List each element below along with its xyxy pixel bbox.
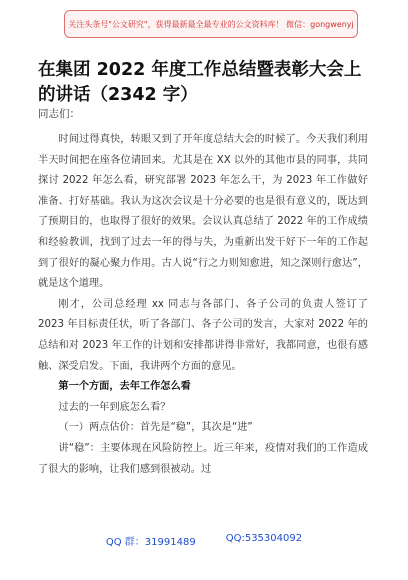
footer <box>0 533 408 548</box>
promo-banner <box>64 10 358 38</box>
qq-text: QQ:535304092 <box>225 533 303 544</box>
paragraph: 刚才，公司总经理 xx 同志与各部门、各子公司的负责人签订了 2023 年目标责任状，听了各部门、各子公司的发言，大家对 2022 年的总结和对 2023 年工作的计划和安排都讲得非常好，我都同意，也很有感触、深受启发。下面，我讲两个方面的意见。 <box>38 298 368 372</box>
question-line: 过去的一年到底怎么看？ <box>58 401 171 413</box>
salutation: 同志们： <box>38 108 80 120</box>
document-title: 在集团 2022 年度工作总结暨表彰大会上的讲话（2342 字） <box>38 60 362 105</box>
document-body <box>38 130 368 480</box>
section-heading: 第一个方面，去年工作怎么看 <box>58 381 191 393</box>
promo-banner-text: 关注头条号"公文研究"，获得最新最全最专业的公文资料库！ 微信：gongwenyj <box>68 19 354 29</box>
paragraph: 讲“稳”：主要体现在风险防控上。近三年来，疫情对我们的工作造成了很大的影响，让我们感到很被动。过 <box>38 442 368 475</box>
qq-group-text: QQ 群：31991489 <box>105 537 196 548</box>
paragraph: 时间过得真快，转眼又到了开年度总结大会的时候了。今天我们利用半天时间把在座各位请回来。尤其是在 XX 以外的其他市县的同事，共同探讨 2022 年怎么看，研究部署 2023 年怎么干，为 2023 年工作做好准备、打好基础。我认为这次会议是十分必要的也是很有意义的，既达到了预期目的，也取得了很好的效果。会议认真总结了 2022 年的工作成绩和经验教训，找到了过去一年的得与失，为重新出发干好下一年的工作起到了很好的凝心聚力作用。古人说“行之力则知愈进，知之深则行愈达”，就是这个道理。 <box>38 134 368 290</box>
sub-heading: （一）两点估价：首先是“稳”，其次是“进” <box>58 422 253 434</box>
